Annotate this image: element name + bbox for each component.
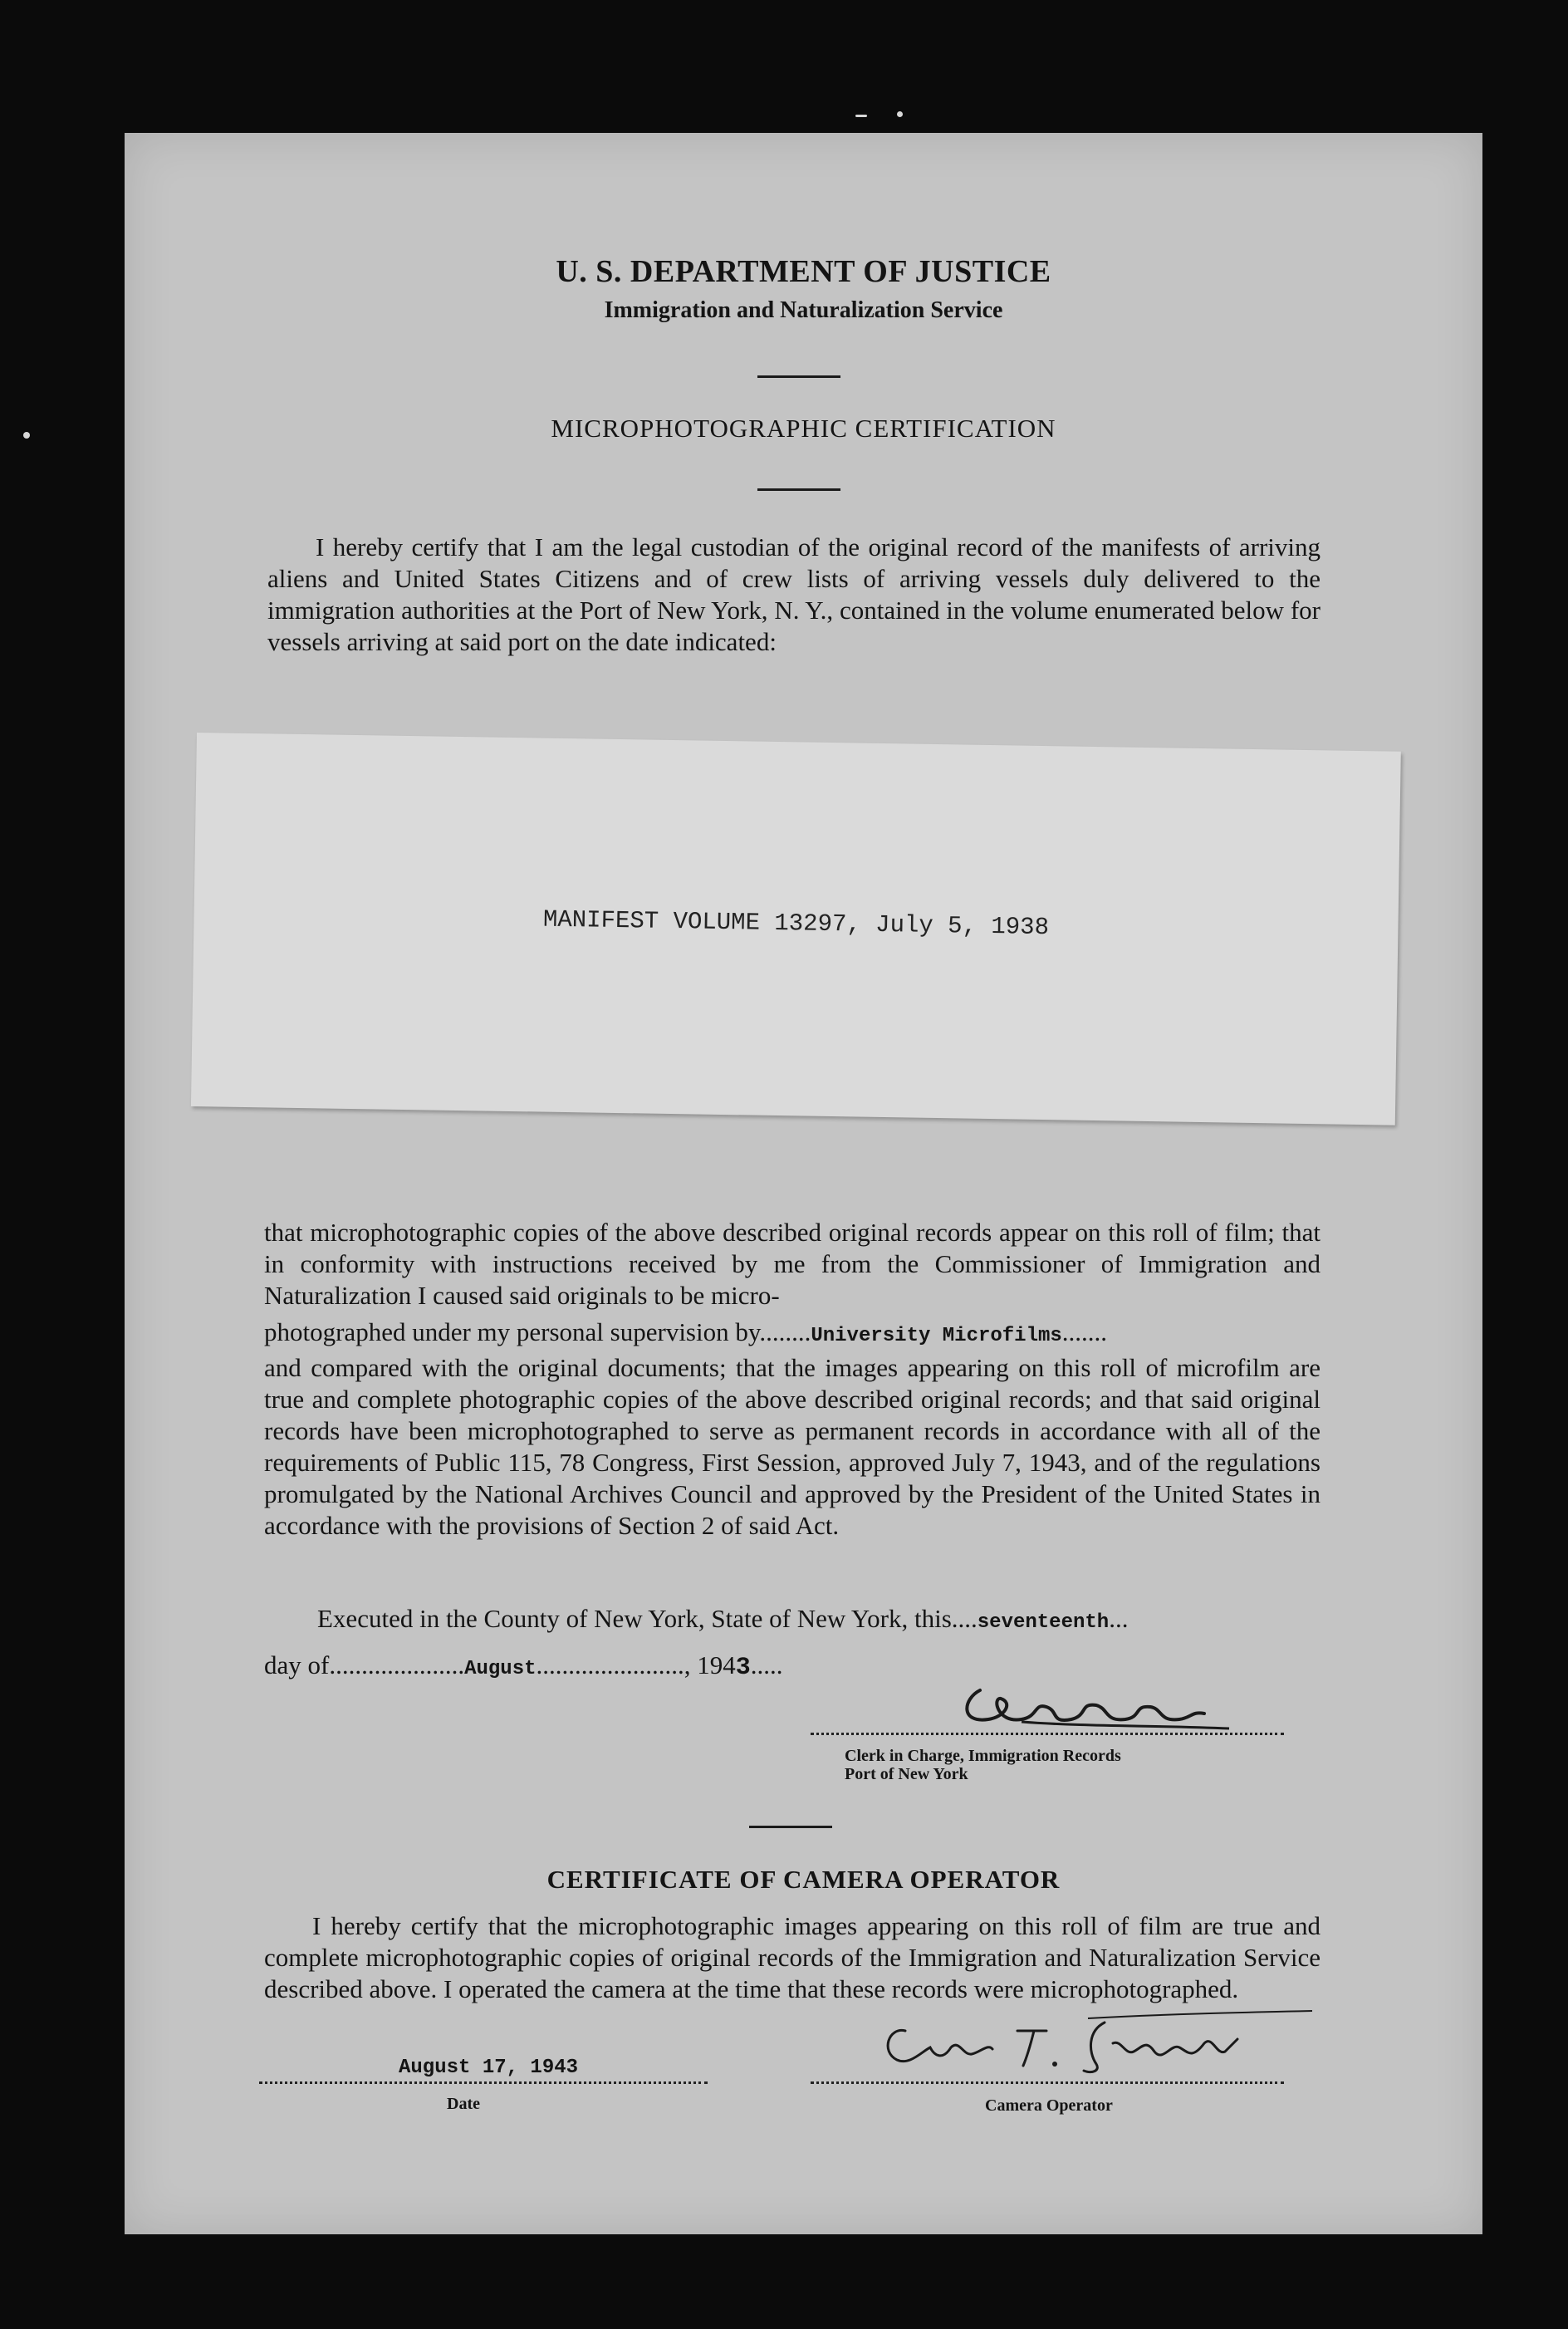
manifest-volume-slip	[191, 733, 1401, 1125]
clerk-title-line2: Port of New York	[845, 1765, 968, 1783]
operator-signature-line	[811, 2081, 1284, 2084]
supervision-line: photographed under my personal supervision by........University Microfilms.......	[264, 1317, 1108, 1347]
divider	[749, 1826, 832, 1828]
copies-text-part2: and compared with the original documents; that the images appearing on this roll of microfilm are true and complete photographic copies of the above described original records; and that said original records have been microphotographed to serve as permanent records in accordance with all of the requirements of Public 115, 78 Congress, First Session, approved July 7, 1943, and of the regulations promulgated by the National Archives Council and approved by the President of the United States in accordance with the provisions of Section 2 of said Act.	[264, 1353, 1321, 1540]
clerk-signature	[955, 1674, 1287, 1740]
operator-label: Camera Operator	[985, 2096, 1113, 2115]
date-line	[259, 2081, 708, 2084]
operator-paragraph	[264, 1910, 1321, 2005]
operator-signature	[847, 2006, 1312, 2081]
certification-title: MICROPHOTOGRAPHIC CERTIFICATION	[551, 414, 1056, 443]
clerk-title-line1: Clerk in Charge, Immigration Records	[845, 1747, 1121, 1765]
year-prefix: , 194	[684, 1650, 736, 1679]
divider	[757, 375, 840, 378]
year-digit: 3	[735, 1654, 751, 1682]
copies-paragraph	[264, 1217, 1321, 1542]
certification-page	[125, 133, 1482, 2234]
supervision-prefix: photographed under my personal supervision by	[264, 1317, 760, 1346]
execution-month-value: August	[464, 1658, 537, 1680]
date-label: Date	[447, 2095, 480, 2113]
film-speck	[23, 432, 30, 439]
service-heading: Immigration and Naturalization Service	[604, 297, 1003, 323]
day-of-line: day of.....................August......................., 1943.....	[264, 1650, 783, 1682]
film-speck	[855, 115, 867, 117]
copies-text-part1: that microphotographic copies of the above described original records appear on this roll of film; that in conformity with instructions received by me from the Commissioner of Immigration and Naturalization I caused said originals to be micro-	[264, 1218, 1321, 1310]
custodian-text: I hereby certify that I am the legal custodian of the original record of the manifests of arriving aliens and United States Citizens and of crew lists of arriving vessels duly delivered to the immigration authorities at the Port of New York, N. Y., contained in the volume enumerated below for vessels arriving at said port on the date indicated:	[267, 532, 1321, 656]
filmed-by-value: University Microfilms	[811, 1325, 1062, 1347]
operator-date-value: August 17, 1943	[399, 2057, 579, 2079]
day-of-label: day of	[264, 1650, 330, 1679]
execution-prefix: Executed in the County of New York, State of New York, this	[317, 1604, 952, 1633]
custodian-paragraph	[267, 532, 1321, 658]
execution-line: Executed in the County of New York, State of New York, this....seventeenth...	[317, 1604, 1129, 1634]
department-heading: U. S. DEPARTMENT OF JUSTICE	[556, 254, 1051, 289]
film-speck	[897, 111, 903, 117]
divider	[757, 488, 840, 491]
manifest-volume-text: MANIFEST VOLUME 13297, July 5, 1938	[542, 905, 1050, 942]
operator-text: I hereby certify that the microphotographic images appearing on this roll of film are true and complete microphotographic copies of original records of the Immigration and Naturalization Service described above. I operated the camera at the time that these records were microphotographed.	[264, 1911, 1321, 2003]
clerk-signature-line	[811, 1733, 1284, 1735]
execution-day-value: seventeenth	[977, 1611, 1110, 1634]
operator-section-title: CERTIFICATE OF CAMERA OPERATOR	[546, 1865, 1061, 1894]
clerk-title	[845, 1747, 1121, 1783]
